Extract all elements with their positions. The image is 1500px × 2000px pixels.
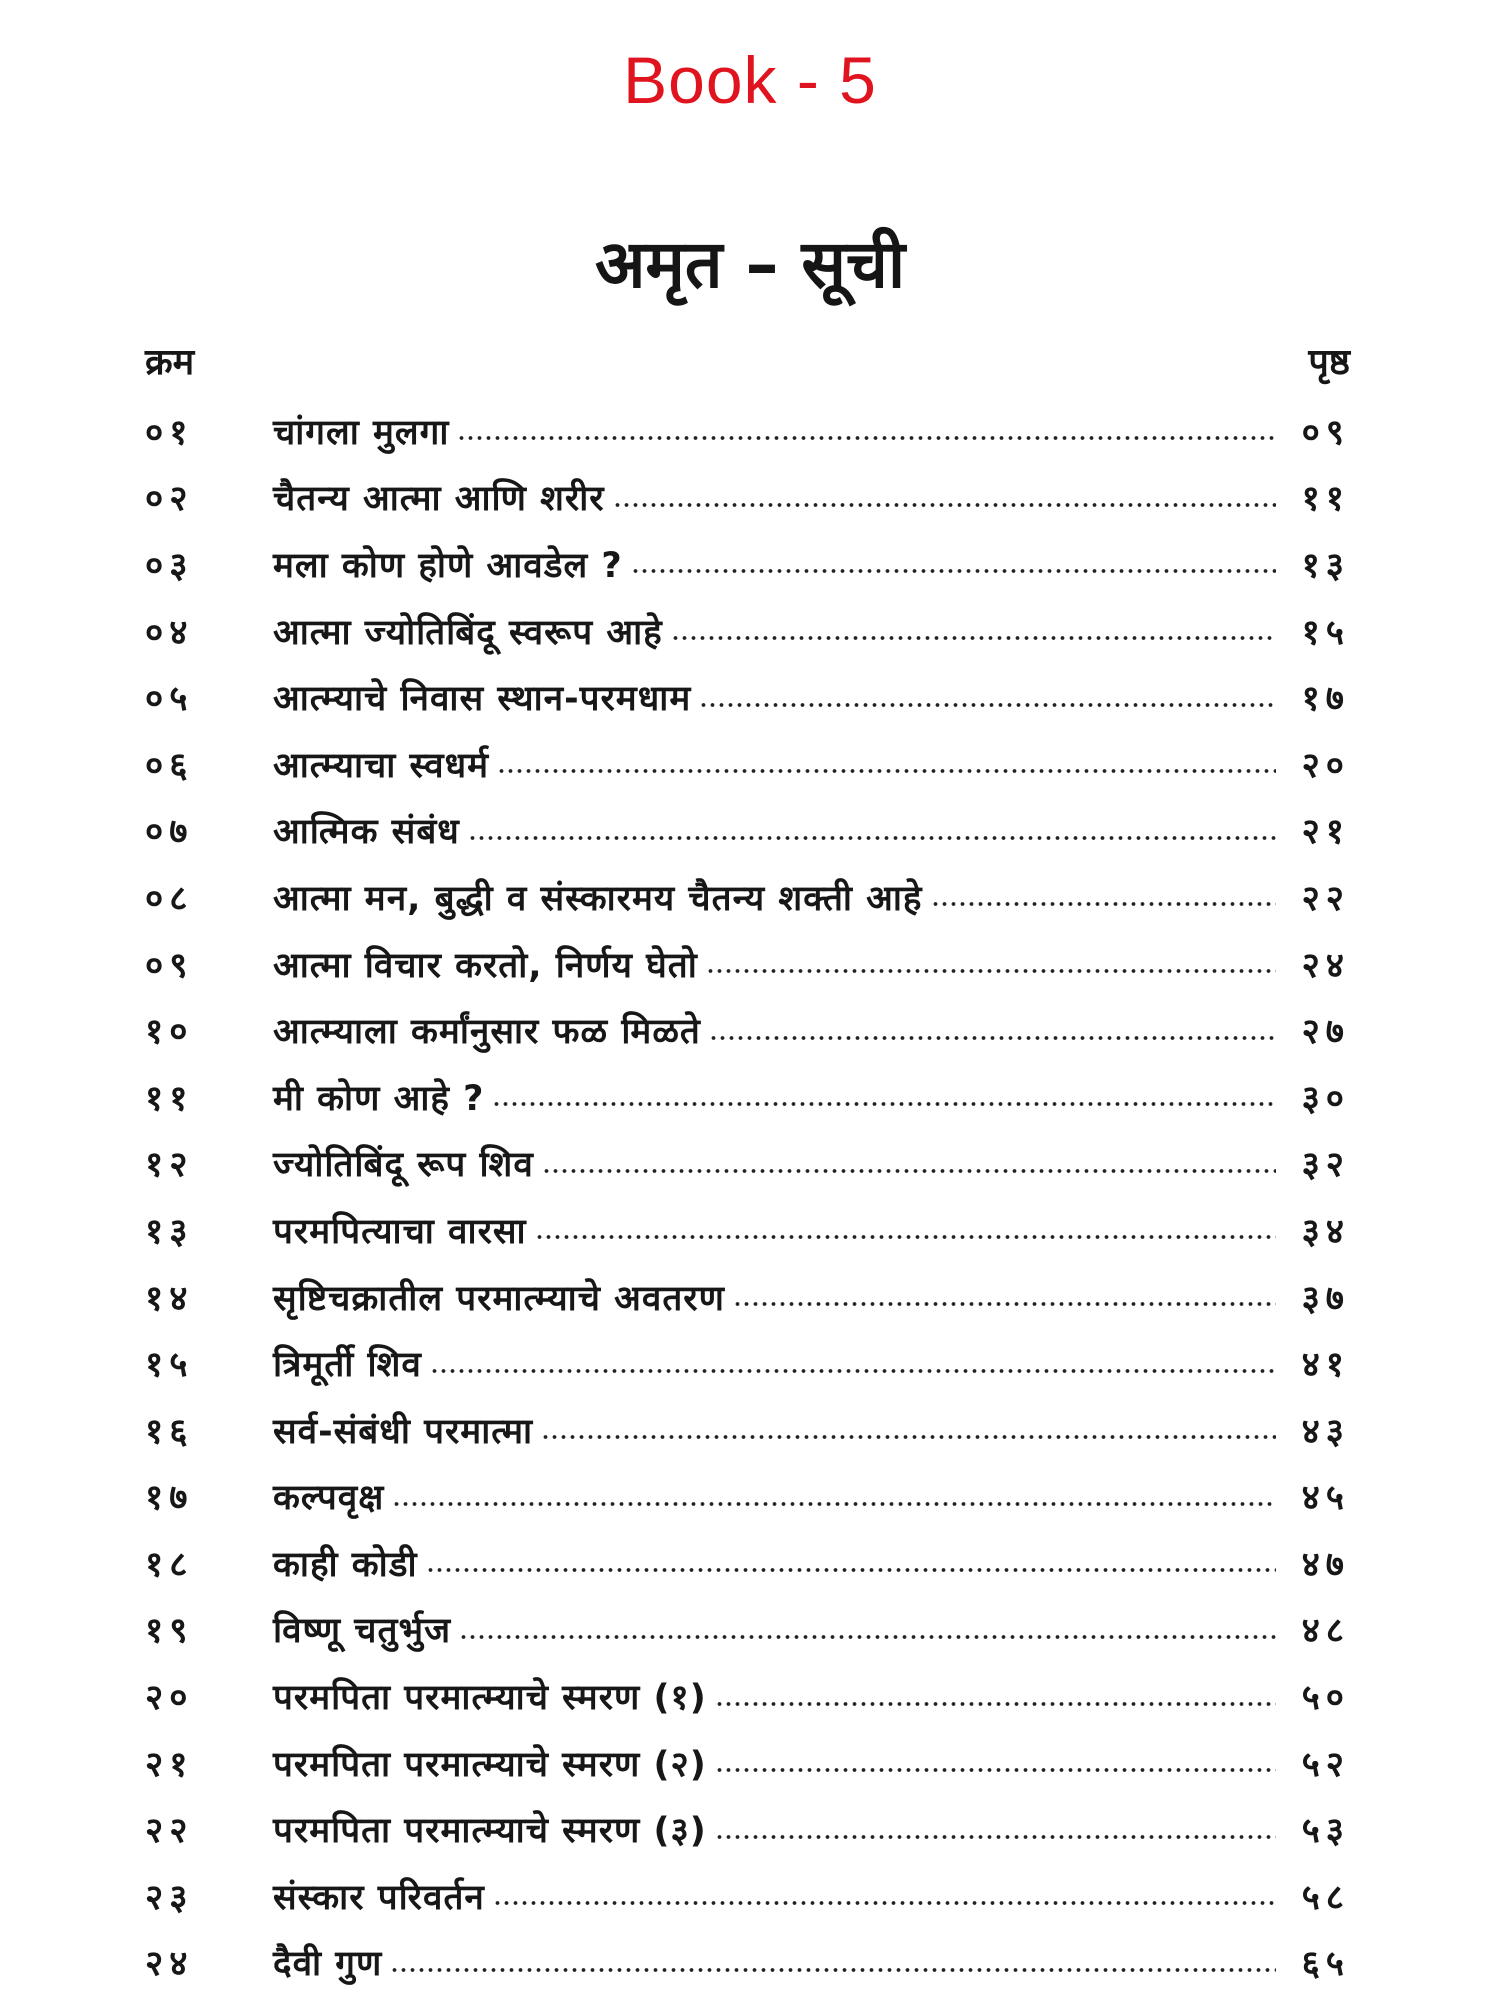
- entry-number: १३: [145, 1211, 194, 1252]
- dot-leader: [715, 1833, 1276, 1841]
- entry-title: आत्मा ज्योतिबिंदू स्वरूप आहे: [273, 612, 663, 653]
- entry-number: २३: [145, 1877, 194, 1918]
- entry-title: आत्मिक संबंध: [273, 812, 460, 853]
- entry-number: १६: [145, 1411, 194, 1452]
- entry-page: ४८: [1301, 1611, 1350, 1652]
- entry-title: विष्णू चतुर्भुज: [273, 1611, 452, 1652]
- dot-leader: [671, 634, 1276, 642]
- dot-leader: [390, 1966, 1276, 1974]
- entry-title: सृष्टिचक्रातील परमात्म्याचे अवतरण: [273, 1278, 725, 1319]
- list-item: [145, 664, 1350, 731]
- entry-number: २१: [145, 1744, 194, 1785]
- entry-title: चैतन्य आत्मा आणि शरीर: [273, 479, 605, 520]
- entry-title: परमपिता परमात्म्याचे स्मरण (३): [273, 1811, 707, 1852]
- dot-leader: [706, 967, 1276, 975]
- dot-leader: [715, 1700, 1276, 1708]
- entry-number: ०२: [145, 479, 194, 520]
- entry-number: १०: [145, 1012, 194, 1053]
- entry-title: आत्मा विचार करतो, निर्णय घेतो: [273, 945, 698, 986]
- header-page: पृष्ठ: [1308, 342, 1350, 383]
- dot-leader: [541, 1433, 1276, 1441]
- entry-page: २४: [1301, 945, 1350, 986]
- entry-page: ११: [1301, 479, 1350, 520]
- list-item: [145, 598, 1350, 665]
- entry-title: आत्म्याचे निवास स्थान-परमधाम: [273, 679, 692, 720]
- entry-number: ०८: [145, 878, 194, 919]
- dot-leader: [631, 567, 1276, 575]
- entry-page: ५२: [1301, 1744, 1350, 1785]
- entry-page: ४५: [1301, 1478, 1350, 1519]
- entry-page: ४७: [1301, 1544, 1350, 1585]
- list-item: [145, 1197, 1350, 1264]
- list-item: [145, 531, 1350, 598]
- entry-number: २०: [145, 1678, 194, 1719]
- entry-page: ३७: [1301, 1278, 1350, 1319]
- entry-page: ५८: [1301, 1877, 1350, 1918]
- entry-title: संस्कार परिवर्तन: [273, 1877, 485, 1918]
- entry-number: ०७: [145, 812, 194, 853]
- entry-title: आत्म्याला कर्मांनुसार फळ मिळते: [273, 1012, 701, 1053]
- entry-page: ४१: [1301, 1345, 1350, 1386]
- entry-page: ३४: [1301, 1211, 1350, 1252]
- entry-page: ३२: [1301, 1145, 1350, 1186]
- entry-title: आत्मा मन, बुद्धी व संस्कारमय चैतन्य शक्ती आहे: [273, 878, 923, 919]
- dot-leader: [715, 1766, 1276, 1774]
- entry-page: ५०: [1301, 1678, 1350, 1719]
- list-item: [145, 1863, 1350, 1930]
- entry-title: चांगला मुलगा: [273, 412, 450, 453]
- list-item: [145, 731, 1350, 798]
- list-item: [145, 1796, 1350, 1863]
- entry-title: कल्पवृक्ष: [273, 1478, 385, 1519]
- dot-leader: [492, 1100, 1276, 1108]
- dot-leader: [468, 834, 1276, 842]
- entry-title: त्रिमूर्ती शिव: [273, 1345, 422, 1386]
- entry-number: ०३: [145, 545, 194, 586]
- dot-leader: [542, 1167, 1276, 1175]
- entry-number: १७: [145, 1478, 194, 1519]
- dot-leader: [699, 701, 1276, 709]
- entry-page: २०: [1301, 745, 1350, 786]
- entry-page: २७: [1301, 1012, 1350, 1053]
- entry-number: १२: [145, 1145, 194, 1186]
- entry-page: १५: [1301, 612, 1350, 653]
- list-item: [145, 1930, 1350, 1997]
- entry-page: १७: [1301, 679, 1350, 720]
- list-item: [145, 931, 1350, 998]
- list-item: [145, 798, 1350, 865]
- dot-leader: [497, 767, 1276, 775]
- entry-page: ४३: [1301, 1411, 1350, 1452]
- list-item: [145, 997, 1350, 1064]
- entry-number: ०९: [145, 945, 194, 986]
- list-item: [145, 1330, 1350, 1397]
- dot-leader: [733, 1300, 1276, 1308]
- list-item: [145, 1131, 1350, 1198]
- entry-number: ०६: [145, 745, 194, 786]
- entry-title: सर्व-संबंधी परमात्मा: [273, 1411, 534, 1452]
- entry-number: १९: [145, 1611, 194, 1652]
- entry-title: दैवी गुण: [273, 1944, 383, 1985]
- table-of-contents: [145, 398, 1350, 1996]
- list-item: [145, 1663, 1350, 1730]
- list-item: [145, 864, 1350, 931]
- entry-number: २२: [145, 1811, 194, 1852]
- entry-number: १८: [145, 1544, 194, 1585]
- list-item: [145, 1264, 1350, 1331]
- list-item: [145, 1597, 1350, 1664]
- list-item: [145, 1397, 1350, 1464]
- entry-title: परमपिता परमात्म्याचे स्मरण (१): [273, 1678, 707, 1719]
- entry-page: ६५: [1301, 1944, 1350, 1985]
- entry-page: ३०: [1301, 1078, 1350, 1119]
- dot-leader: [430, 1367, 1276, 1375]
- dot-leader: [493, 1899, 1276, 1907]
- entry-number: ०५: [145, 679, 194, 720]
- entry-title: काही कोडी: [273, 1544, 418, 1585]
- list-item: [145, 1464, 1350, 1531]
- entry-number: १४: [145, 1278, 194, 1319]
- dot-leader: [535, 1233, 1276, 1241]
- entry-title: आत्म्याचा स्वधर्म: [273, 745, 490, 786]
- entry-page: २१: [1301, 812, 1350, 853]
- entry-title: मी कोण आहे ?: [273, 1078, 485, 1119]
- list-item: [145, 1530, 1350, 1597]
- list-item: [145, 398, 1350, 465]
- list-item: [145, 1730, 1350, 1797]
- dot-leader: [613, 501, 1276, 509]
- dot-leader: [459, 1633, 1276, 1641]
- book-label: Book - 5: [623, 43, 877, 117]
- entry-title: परमपित्याचा वारसा: [273, 1211, 527, 1252]
- header-number: क्रम: [145, 342, 195, 383]
- list-item: [145, 1064, 1350, 1131]
- page-title: अमृत – सूची: [594, 226, 906, 303]
- entry-title: मला कोण होणे आवडेल ?: [273, 545, 623, 586]
- list-item: [145, 465, 1350, 532]
- entry-number: १५: [145, 1345, 194, 1386]
- entry-title: परमपिता परमात्म्याचे स्मरण (२): [273, 1744, 707, 1785]
- entry-title: ज्योतिबिंदू रूप शिव: [273, 1145, 534, 1186]
- entry-page: ५३: [1301, 1811, 1350, 1852]
- dot-leader: [709, 1034, 1276, 1042]
- entry-number: २४: [145, 1944, 194, 1985]
- dot-leader: [426, 1566, 1276, 1574]
- entry-number: ०१: [145, 412, 194, 453]
- entry-number: ०४: [145, 612, 194, 653]
- entry-page: १३: [1301, 545, 1350, 586]
- entry-number: ११: [145, 1078, 194, 1119]
- dot-leader: [931, 900, 1276, 908]
- entry-page: ०९: [1301, 412, 1350, 453]
- entry-page: २२: [1301, 878, 1350, 919]
- dot-leader: [457, 434, 1276, 442]
- column-headers: [145, 338, 1350, 388]
- dot-leader: [392, 1500, 1276, 1508]
